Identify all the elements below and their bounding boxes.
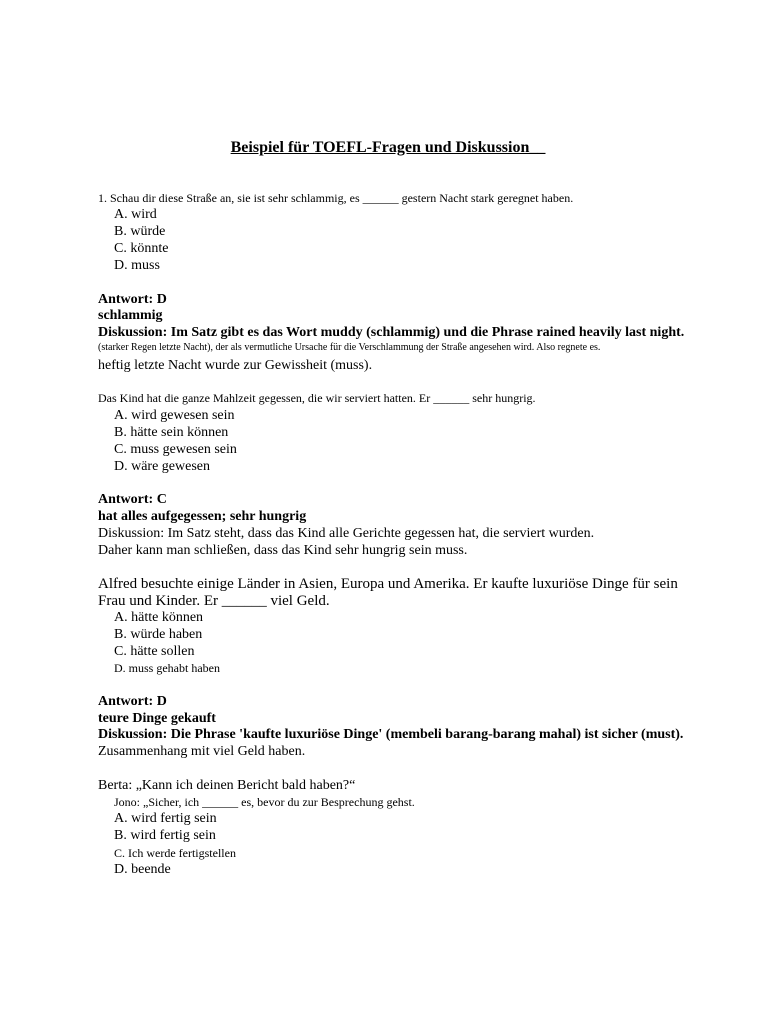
question-1-answer: Antwort: D [98,292,167,307]
question-3-stem-line-2: Frau und Kinder. Er ______ viel Geld. [98,593,330,609]
question-3-option-c: C. hätte sollen [114,644,195,659]
document-title: Beispiel für TOEFL-Fragen und Diskussion__ [230,139,546,156]
question-2-option-c: C. muss gewesen sein [114,442,237,457]
question-1-keyword: schlammig [98,308,163,323]
question-4-option-d: D. beende [114,862,171,877]
question-3-answer: Antwort: D [98,694,167,709]
question-3-discussion: Diskussion: Die Phrase 'kaufte luxuriöse Dinge' (membeli barang-barang mahal) ist sicher (must). [98,727,684,742]
question-2-option-d: D. wäre gewesen [114,459,211,474]
question-3-option-d: D. muss gehabt haben [114,661,220,675]
question-4-option-c: C. Ich werde fertigstellen [114,846,236,860]
question-1-discussion-conclusion: heftig letzte Nacht wurde zur Gewissheit (muss). [98,358,373,373]
question-3-discussion-conclusion: Zusammenhang mit viel Geld haben. [98,744,306,759]
question-1-stem: 1. Schau dir diese Straße an, sie ist sehr schlammig, es ______ gestern Nacht stark geregnet haben. [98,191,574,205]
question-2-option-b: B. hätte sein können [114,425,229,440]
question-2-keyword: hat alles aufgegessen; sehr hungrig [98,509,307,524]
question-2-stem: Das Kind hat die ganze Mahlzeit gegessen, die wir serviert hatten. Er ______ sehr hungrig. [98,391,536,405]
question-3-stem-line-1: Alfred besuchte einige Länder in Asien, Europa und Amerika. Er kaufte luxuriöse Dinge für sein [98,576,678,592]
question-1-option-a: A. wird [114,207,157,222]
question-4-option-b: B. wird fertig sein [114,828,216,843]
question-2-option-a: A. wird gewesen sein [114,408,235,423]
question-3-option-b: B. würde haben [114,627,203,642]
question-2-discussion: Diskussion: Im Satz steht, dass das Kind alle Gerichte gegessen hat, die serviert wurden. [98,526,595,541]
question-4-option-a: A. wird fertig sein [114,811,217,826]
question-2-discussion-conclusion: Daher kann man schließen, dass das Kind sehr hungrig sein muss. [98,543,468,558]
question-1-option-b: B. würde [114,224,166,239]
question-1-discussion-note: (starker Regen letzte Nacht), der als vermutliche Ursache für die Verschlammung der Straße angesehen wird. Also regnete es. [98,342,601,353]
question-1-option-c: C. könnte [114,241,169,256]
question-1-discussion-heading: Diskussion: Im Satz gibt es das Wort muddy (schlammig) und die Phrase rained heavily last night. [98,325,685,340]
question-1-option-d: D. muss [114,258,160,273]
question-4-dialogue-berta: Berta: „Kann ich deinen Bericht bald haben?“ [98,778,356,793]
question-3-keyword: teure Dinge gekauft [98,711,216,726]
question-3-option-a: A. hätte können [114,610,204,625]
question-4-dialogue-jono: Jono: „Sicher, ich ______ es, bevor du zur Besprechung gehst. [114,795,415,809]
question-2-answer: Antwort: C [98,492,167,507]
